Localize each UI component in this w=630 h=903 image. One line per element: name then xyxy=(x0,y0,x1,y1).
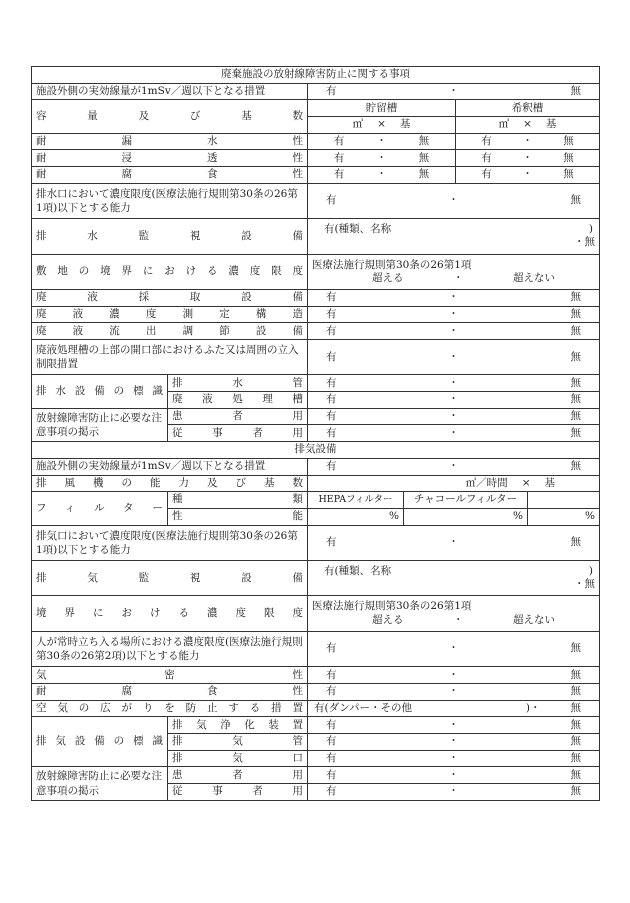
yes-text: 有 xyxy=(326,324,337,337)
seep-dilution-value[interactable] xyxy=(456,150,600,167)
monitor-kind-text: 有(種類、名称 xyxy=(324,223,392,236)
capacity-label: 容量及び基数 xyxy=(32,100,308,133)
no-text: 無 xyxy=(570,426,581,439)
yes-text: 有 xyxy=(326,376,337,389)
unit-count: 基 xyxy=(545,118,557,131)
no-text: 無 xyxy=(570,685,581,698)
drain-monitor-value[interactable] xyxy=(308,219,600,254)
drain-notice-workers-label: 従事者用 xyxy=(168,425,308,442)
dot-text: ・ xyxy=(448,536,459,549)
fan-capacity-value[interactable] xyxy=(308,475,600,492)
exhaust-pipe-value[interactable] xyxy=(308,733,600,750)
yes-text: 有 xyxy=(326,410,337,423)
monitor-no-text: ・無 xyxy=(574,236,595,249)
yes-text: 有 xyxy=(333,134,345,147)
filter-kind-label: 種類 xyxy=(168,492,308,509)
exhaust-vent-label: 排気口 xyxy=(168,750,308,767)
storage-tank-header: 貯留槽 xyxy=(308,100,456,117)
dot-text: ・ xyxy=(448,350,459,363)
yes-text: 有 xyxy=(326,668,337,681)
yes-text: 有 xyxy=(326,393,337,406)
exhaust-boundary-limit-value[interactable] xyxy=(308,596,600,631)
no-text: 無 xyxy=(570,768,581,781)
dot-text: ・ xyxy=(448,751,459,764)
yes-text: 有 xyxy=(326,642,337,655)
drain-outlet-capacity-value[interactable] xyxy=(308,183,600,218)
exhaust-notice-patients-value[interactable] xyxy=(308,767,600,784)
dot-text: ・ xyxy=(448,410,459,423)
yes-text: 有 xyxy=(326,194,337,207)
dot-text: ・ xyxy=(448,460,459,473)
dot-text: ・ xyxy=(448,718,459,731)
drain-pipe-label: 排水管 xyxy=(168,375,308,392)
sampling-equipment-label: 廃液採取設備 xyxy=(32,290,308,307)
yes-text: 有 xyxy=(326,685,337,698)
no-text: 無 xyxy=(570,84,581,97)
liquid-tank-value[interactable] xyxy=(308,392,600,409)
dot-text: ・ xyxy=(448,735,459,748)
corrosion-storage-value[interactable] xyxy=(308,167,456,184)
exhaust-corrosion-value[interactable] xyxy=(308,683,600,700)
no-text: 無 xyxy=(570,350,581,363)
filter-label: フィルター xyxy=(32,492,168,525)
site-boundary-limit-label: 敷地の境界における濃度限度 xyxy=(32,254,308,289)
no-text: 無 xyxy=(570,393,581,406)
charcoal-performance-value[interactable]: % xyxy=(404,508,528,525)
dot-text: ・ xyxy=(448,291,459,304)
exhaust-section-header: 排気設備 xyxy=(32,442,600,459)
no-text: 無 xyxy=(570,642,581,655)
concentration-structure-label: 廃液濃度測定構造 xyxy=(32,306,308,323)
spread-value-text: 有(ダンパー・その他 xyxy=(314,701,412,714)
exhaust-purifier-label: 排気浄化装置 xyxy=(168,717,308,734)
filter-performance-label: 性能 xyxy=(168,508,308,525)
corrosion-dilution-value[interactable] xyxy=(456,167,600,184)
dot-text: ・ xyxy=(376,151,387,164)
yes-text: 有 xyxy=(481,151,492,164)
dot-text: ・ xyxy=(453,271,464,284)
no-text: 無 xyxy=(570,324,581,337)
unit-count: 基 xyxy=(544,476,555,489)
monitor-kind-text: 有(種類、名称 xyxy=(324,565,392,578)
no-text: 無 xyxy=(570,194,581,207)
no-text: 無 xyxy=(570,718,581,731)
no-text: 無 xyxy=(570,460,581,473)
yes-text: 有 xyxy=(333,168,345,181)
dot-text: ・ xyxy=(448,426,459,439)
yes-text: 有 xyxy=(326,460,337,473)
no-text: 無 xyxy=(570,291,581,304)
no-text: 無 xyxy=(418,168,430,181)
no-text: 無 xyxy=(563,168,574,181)
charcoal-filter-header: チャコールフィルター xyxy=(404,492,528,509)
exhaust-notice-label: 放射線障害防止に必要な注意事項の掲示 xyxy=(32,767,168,801)
dilution-tank-capacity[interactable] xyxy=(456,117,600,134)
yes-text: 有 xyxy=(481,134,492,147)
storage-tank-capacity[interactable] xyxy=(308,117,456,134)
hepa-filter-header: HEPAフィルター xyxy=(308,492,404,509)
unit-m3: ㎥ xyxy=(498,118,510,131)
dot-text: ・ xyxy=(522,134,533,147)
yes-text: 有 xyxy=(326,735,337,748)
yes-text: 有 xyxy=(333,151,345,164)
yes-text: 有 xyxy=(326,426,337,439)
occupied-area-limit-value[interactable] xyxy=(308,631,600,666)
drain-pipe-value[interactable] xyxy=(308,375,600,392)
dot-text: ・ xyxy=(448,376,459,389)
unit-m3: ㎥ xyxy=(352,118,364,131)
dot-text: ・ xyxy=(448,84,459,97)
extra-performance-value[interactable]: % xyxy=(528,508,600,525)
exhaust-monitor-value[interactable] xyxy=(308,560,600,595)
drain-notice-label: 放射線障害防止に必要な注意事項の掲示 xyxy=(32,408,168,441)
unit-count: 基 xyxy=(399,118,411,131)
monitor-no-text: ・無 xyxy=(574,578,595,591)
yes-text: 有 xyxy=(326,768,337,781)
spread-prevention-label: 空気の広がりを防止する措置 xyxy=(32,700,308,717)
exhaust-vent-value[interactable] xyxy=(308,750,600,767)
dot-text: ・ xyxy=(522,168,533,181)
no-text: 無 xyxy=(418,134,430,147)
seep-storage-value[interactable] xyxy=(308,150,456,167)
exhaust-dose-measure-value[interactable] xyxy=(308,458,600,475)
regulation-line: 医療法施行規則第30条の26第1項 xyxy=(312,600,472,613)
hepa-performance-value[interactable]: % xyxy=(308,508,404,525)
form-title: 廃棄施設の放射線障害防止に関する事項 xyxy=(32,67,600,84)
dot-text: ・ xyxy=(453,613,464,626)
dot-text: ・ xyxy=(376,134,387,147)
no-text: 無 xyxy=(570,751,581,764)
drain-notice-patients-value[interactable] xyxy=(308,408,600,425)
dot-text: ・ xyxy=(448,668,459,681)
yes-text: 有 xyxy=(326,307,337,320)
concentration-structure-value[interactable] xyxy=(308,306,600,323)
dot-text: ・ xyxy=(448,785,459,798)
exhaust-notice-workers-label: 従事者用 xyxy=(168,783,308,800)
not-exceed-text: 超えない xyxy=(513,271,555,284)
drain-outlet-capacity-label: 排水口において濃度限度(医療法施行規則第30条の26第1項)以下とする能力 xyxy=(32,183,308,218)
not-exceed-text: 超えない xyxy=(513,613,555,626)
drain-monitor-label: 排水監視設備 xyxy=(32,219,308,254)
leak-resistance-label: 耐漏水性 xyxy=(32,133,308,150)
tank-lid-measure-label: 廃液処理槽の上部の開口部におけるふた又は周囲の立入制限措置 xyxy=(32,340,308,375)
dot-text: ・ xyxy=(448,194,459,207)
airtightness-value[interactable] xyxy=(308,667,600,684)
dot-text: ・ xyxy=(448,324,459,337)
dilution-tank-header: 希釈槽 xyxy=(456,100,600,117)
exhaust-boundary-limit-label: 境界における濃度限度 xyxy=(32,596,308,631)
dot-text: ・ xyxy=(448,393,459,406)
dot-text: ・ xyxy=(448,642,459,655)
yes-text: 有 xyxy=(326,84,337,97)
liquid-tank-label: 廃液処理槽 xyxy=(168,392,308,409)
fan-capacity-label: 排風機の能力及び基数 xyxy=(32,475,308,492)
yes-text: 有 xyxy=(326,751,337,764)
dot-text: ・ xyxy=(448,307,459,320)
exhaust-dose-measure-label: 施設外側の実効線量が1mSv／週以下となる措置 xyxy=(32,458,308,475)
occupied-area-limit-label: 人が常時立ち入る場所における濃度限度(医療法施行規則第30条の26第2項)以下とする能力 xyxy=(32,631,308,666)
close-paren: ) xyxy=(588,565,593,578)
outflow-control-value[interactable] xyxy=(308,323,600,340)
drain-dose-measure-value[interactable] xyxy=(308,83,600,100)
corrosion-resistance-label: 耐腐食性 xyxy=(32,167,308,184)
regulation-line: 医療法施行規則第30条の26第1項 xyxy=(312,258,472,271)
exceed-text: 超える xyxy=(372,613,404,626)
no-text: 無 xyxy=(563,134,574,147)
site-boundary-limit-value[interactable] xyxy=(308,254,600,289)
no-text: 無 xyxy=(570,376,581,389)
times-sign: × xyxy=(523,118,532,131)
close-paren: )・ xyxy=(525,701,541,714)
no-text: 無 xyxy=(418,151,430,164)
no-text: 無 xyxy=(570,536,581,549)
times-sign: × xyxy=(521,476,531,489)
exhaust-pipe-label: 排気管 xyxy=(168,733,308,750)
yes-text: 有 xyxy=(481,168,492,181)
outflow-control-label: 廃液流出調節設備 xyxy=(32,323,308,340)
exhaust-outlet-capacity-value[interactable] xyxy=(308,525,600,560)
leak-storage-value[interactable] xyxy=(308,133,456,150)
exhaust-notice-workers-value[interactable] xyxy=(308,783,600,800)
no-text: 無 xyxy=(570,785,581,798)
dot-text: ・ xyxy=(522,151,533,164)
fan-unit: ㎥／時間 xyxy=(465,476,508,489)
exceed-text: 超える xyxy=(372,271,404,284)
no-text: 無 xyxy=(570,668,581,681)
yes-text: 有 xyxy=(326,536,337,549)
tank-lid-measure-value[interactable] xyxy=(308,340,600,375)
airtightness-label: 気密性 xyxy=(32,667,308,684)
exhaust-notice-patients-label: 患者用 xyxy=(168,767,308,784)
yes-text: 有 xyxy=(326,291,337,304)
exhaust-corrosion-label: 耐腐食性 xyxy=(32,683,308,700)
no-text: 無 xyxy=(570,307,581,320)
drain-sign-label: 排水設備の標識 xyxy=(32,375,168,408)
leak-dilution-value[interactable] xyxy=(456,133,600,150)
filter-kind-extra[interactable] xyxy=(528,492,600,509)
sampling-equipment-value[interactable] xyxy=(308,290,600,307)
exhaust-monitor-label: 排気監視設備 xyxy=(32,560,308,595)
no-text: 無 xyxy=(570,410,581,423)
seep-resistance-label: 耐浸透性 xyxy=(32,150,308,167)
spread-prevention-value[interactable] xyxy=(308,700,600,717)
drain-notice-patients-label: 患者用 xyxy=(168,408,308,425)
exhaust-outlet-capacity-label: 排気口において濃度限度(医療法施行規則第30条の26第1項)以下とする能力 xyxy=(32,525,308,560)
dot-text: ・ xyxy=(448,768,459,781)
close-paren: ) xyxy=(588,223,593,236)
exhaust-sign-label: 排気設備の標識 xyxy=(32,717,168,767)
dot-text: ・ xyxy=(448,685,459,698)
drain-dose-measure-label: 施設外側の実効線量が1mSv／週以下となる措置 xyxy=(32,83,308,100)
radiation-waste-facility-form xyxy=(31,66,600,801)
yes-text: 有 xyxy=(326,718,337,731)
dot-text: ・ xyxy=(376,168,387,181)
yes-text: 有 xyxy=(326,350,337,363)
no-text: 無 xyxy=(570,701,581,714)
no-text: 無 xyxy=(570,735,581,748)
times-sign: × xyxy=(377,118,386,131)
yes-text: 有 xyxy=(326,785,337,798)
no-text: 無 xyxy=(563,151,574,164)
drain-notice-workers-value[interactable] xyxy=(308,425,600,442)
exhaust-purifier-value[interactable] xyxy=(308,717,600,734)
